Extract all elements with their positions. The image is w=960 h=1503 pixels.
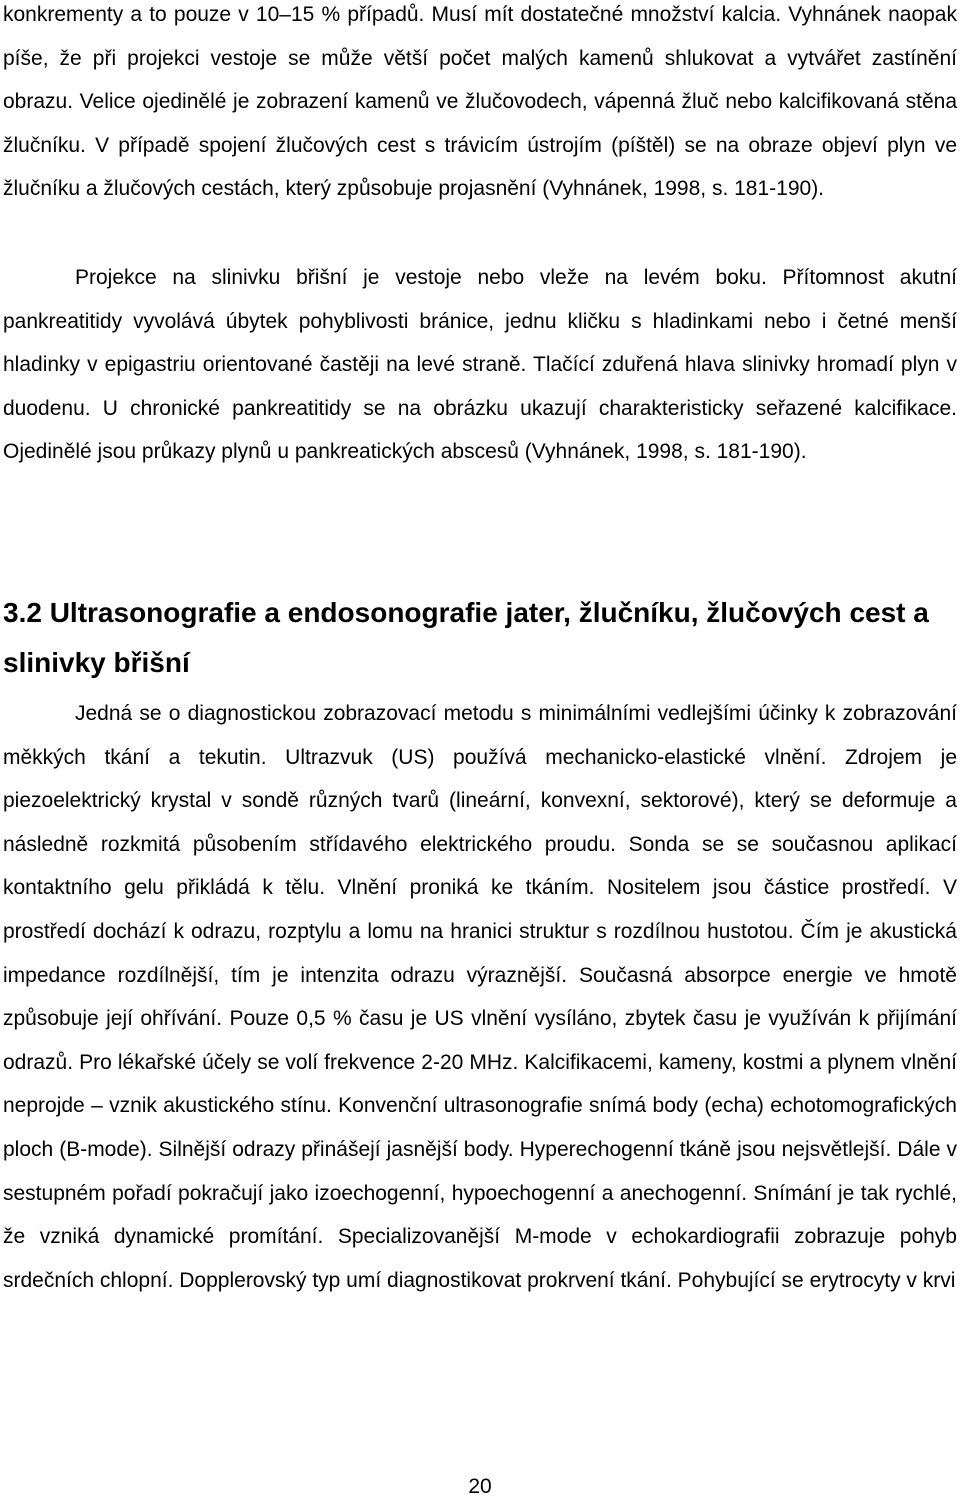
paragraph-gallbladder-xray	[3, 0, 957, 211]
paragraph-text: Projekce na slinivku břišní je vestoje nebo vleže na levém boku. Přítomnost akutní pankreatitidy vyvolává úbytek pohyblivosti bránice, jednu kličku s hladinkami nebo i četné menší hladinky v epigastriu orientované častěji na levé straně. Tlačící zduřená hlava slinivky hromadí plyn v duodenu. U chronické pankreatitidy se na obrázku ukazují charakteristicky seřazené kalcifikace. Ojedinělé jsou průkazy plynů u pankreatických abscesů (Vyhnánek, 1998, s. 181-190).	[3, 266, 957, 464]
paragraph-text: konkrementy a to pouze v 10–15 % případů. Musí mít dostatečné množství kalcia. Vyhnánek naopak píše, že při projekci vestoje se může větší počet malých kamenů shlukovat a vytvářet zastínění obrazu. Velice ojedinělé je zobrazení kamenů ve žlučovodech, vápenná žluč nebo kalcifikovaná stěna žlučníku. V případě spojení žlučových cest s trávicím ústrojím (píštěl) se na obraze objeví plyn ve žlučníku a žlučových cestách, který způsobuje projasnění (Vyhnánek, 1998, s. 181-190).	[3, 3, 957, 201]
section-heading: 3.2 Ultrasonografie a endosonografie jater, žlučníku, žlučových cest a slinivky břišní	[3, 597, 929, 678]
page-number: 20	[468, 1475, 492, 1498]
paragraph-pancreas-projection	[3, 256, 957, 474]
paragraph-ultrasonography	[3, 692, 957, 1302]
paragraph-text: Jedná se o diagnostickou zobrazovací metodu s minimálními vedlejšími účinky k zobrazování měkkých tkání a tekutin. Ultrazvuk (US) používá mechanicko-elastické vlnění. Zdrojem je piezoelektrický krystal v sondě různých tvarů (lineární, konvexní, sektorové), který se deformuje a následně rozkmitá působením střídavého elektrického proudu. Sonda se se současnou aplikací kontaktního gelu přikládá k tělu. Vlnění proniká ke tkáním. Nositelem jsou částice prostředí. V prostředí dochází k odrazu, rozptylu a lomu na hranici struktur s rozdílnou hustotou. Čím je akustická impedance rozdílnější, tím je intenzita odrazu výraznější. Současná absorpce energie ve hmotě způsobuje její ohřívání. Pouze 0,5 % času je US vlnění vysíláno, zbytek času je využíván k přijímání odrazů. Pro lékařské účely se volí frekvence 2-20 MHz. Kalcifikacemi, kameny, kostmi a plynem vlnění neprojde – vznik akustického stínu. Konvenční ultrasonografie snímá body (echa) echotomografických ploch (B-mode). Silnější odrazy přinášejí jasnější body. Hyperechogenní tkáně jsou nejsvětlejší. Dále v sestupném pořadí pokračují jako izoechogenní, hypoechogenní a anechogenní. Snímání je tak rychlé, že vzniká dynamické promítání. Specializovanější M-mode v echokardiografii zobrazuje pohyb srdečních chlopní. Dopplerovský typ umí diagnostikovat prokrvení tkání. Pohybující se erytrocyty v krvi	[3, 702, 957, 1292]
